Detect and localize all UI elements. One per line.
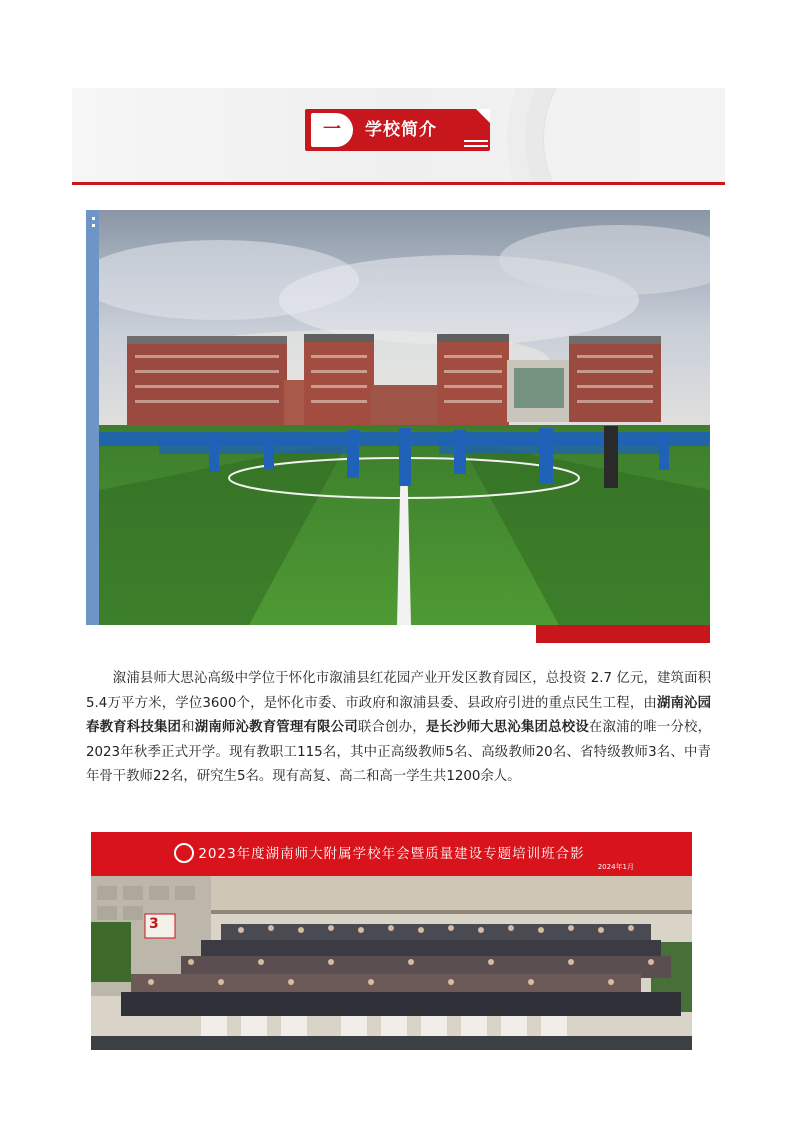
photo-red-bar xyxy=(536,625,710,643)
paragraph-text: 联合创办， xyxy=(357,720,426,736)
campus-photo xyxy=(99,210,710,625)
school-intro-paragraph xyxy=(86,667,711,790)
section-header-divider xyxy=(72,182,725,185)
paragraph-text: 在溆浦的唯一分校，2023年秋季正式开学。现有教职工115名，其中正高级教师5名、高级教师20名、省特级教师3名、中青年骨干教师22名，研究生5名。现有高复、高二和高一学生共1200余人。 xyxy=(86,720,712,785)
photo-accent-bar xyxy=(86,210,99,625)
org-name-1: 湖南沁园春教育科技集团 xyxy=(86,695,712,736)
section-number: 一 xyxy=(311,113,353,147)
section-title-badge xyxy=(305,109,490,151)
section-title: 学校简介 xyxy=(365,120,437,140)
org-name-2: 湖南师沁教育管理有限公司 xyxy=(194,720,358,736)
building-sign-number: 3 xyxy=(149,916,159,932)
paragraph-text: 溆浦县师大思沁高级中学位于怀化市溆浦县红花园产业开发区教育园区，总投资 2.7 亿元，建筑面积5.4万平方米，学位3600个，是怀化市委、市政府和溆浦县委、县政府引进的重点民生工程，由 xyxy=(86,671,711,711)
group-photo-banner-date: 2024年1月 xyxy=(597,863,634,871)
group-photo-banner-title: 2023年度湖南师大附属学校年会暨质量建设专题培训班合影 xyxy=(198,846,585,862)
paragraph-conjunction: 和 xyxy=(181,720,195,736)
lines-icon xyxy=(464,137,488,147)
page-fold-icon xyxy=(476,109,490,123)
dots-icon xyxy=(92,217,98,227)
headquarters-phrase: 是长沙师大思沁集团总校设 xyxy=(425,720,589,736)
group-photo xyxy=(91,832,692,1050)
